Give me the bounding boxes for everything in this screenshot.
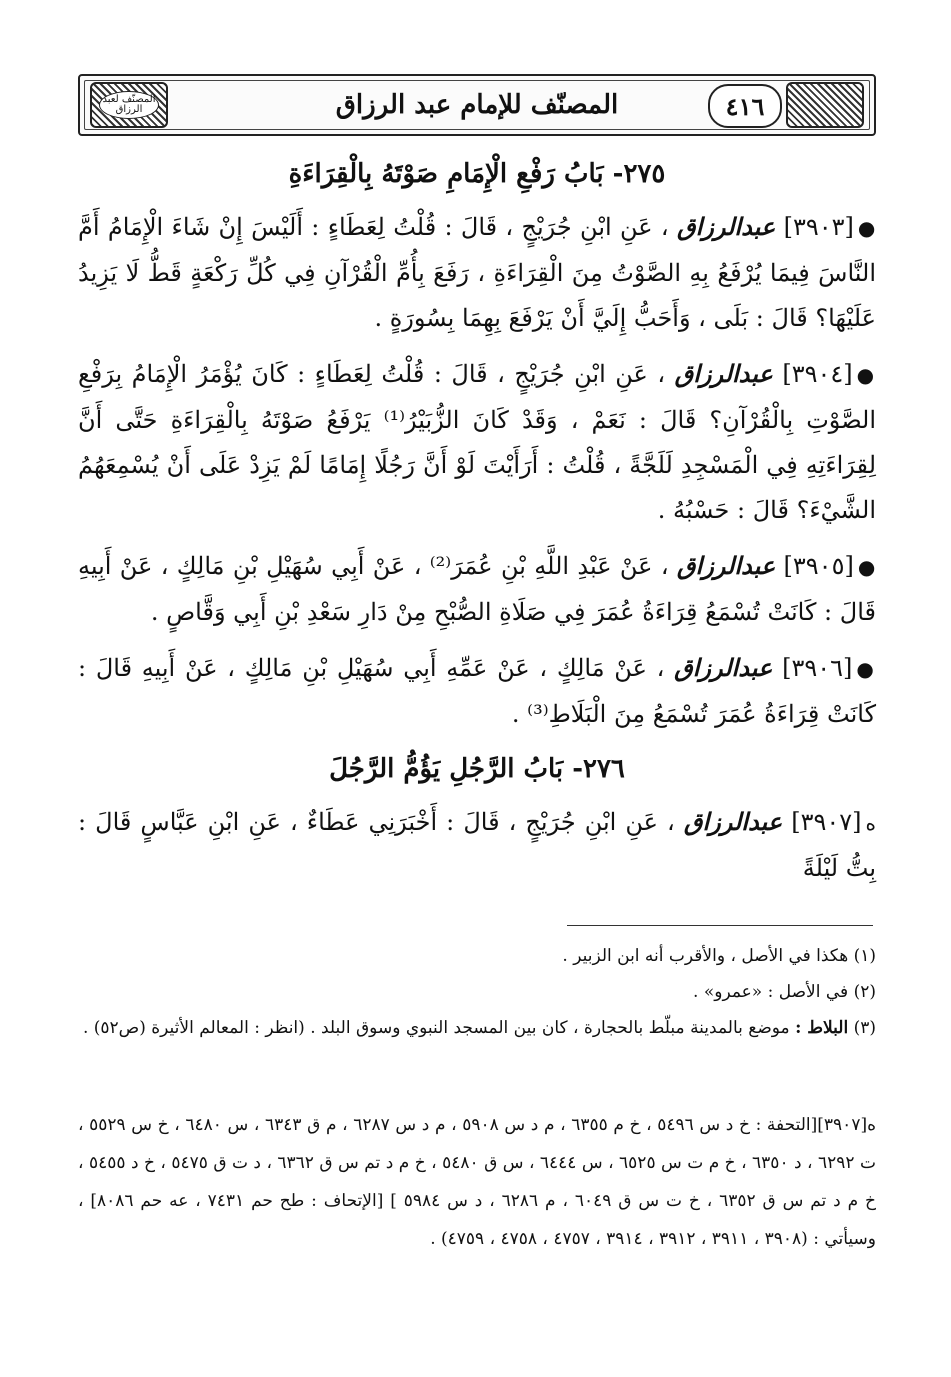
narrator: عبدالرزاق — [683, 807, 783, 836]
footnote-3 — [78, 1010, 876, 1046]
ornament-right — [786, 82, 864, 128]
circle-mark-icon: ه — [867, 1115, 877, 1135]
reference-text: [التحفة : خ د س ٥٤٩٦ ، خ م ٦٣٥٥ ، م د س ٥٩٠٨ ، م د س ٦٢٨٧ ، م ق ٦٣٤٣ ، س ٦٤٨٠ ، خ س ٥٥٢٩ ، ت ٦٢٩٢ ، د ٦٣٥٠ ، خ م ت س ٦٥٢٥ ، س ٦٤٤٤ ، س ق ٥٤٨٠ ، خ م د تم س ق ٦٣٦٢ ، د ت ق ٥٤٧٥ ، خ د ٥٤٥٥ ، خ م د تم س ق ٦٣٥٢ ، خ ت س ق ٦٠٤٩ ، م ٦٢٨٦ ، د س ٥٩٨٤ ] [الإتحاف : طح حم ٧٤٣١ ، عه حم ٨٠٨٦] ، وسيأتي : (٣٩٠٨ ، ٣٩١١ ، ٣٩١٢ ، ٣٩١٤ ، ٤٧٥٧ ، ٤٧٥٨ ، ٤٧٥٩) . — [78, 1115, 876, 1249]
chapter-title-275: ٢٧٥- بَابُ رَفْعِ الْإِمَامِ صَوْتَهُ بِالْقِرَاءَةِ — [288, 159, 666, 189]
hadith-3903 — [78, 204, 876, 341]
footnote-text: في الأصل : «عمرو» . — [693, 982, 849, 1002]
hadith-text: ، عَنْ عَبْدِ اللَّهِ بْنِ عُمَرَ⁽²⁾ ، عَنْ أَبِي سُهَيْلِ بْنِ مَالِكٍ ، عَنْ أَبِيهِ قَالَ : كَانَتْ تُسْمَعُ قِرَاءَةُ عُمَرَ فِي صَلَاةِ الصُّبْحِ مِنْ دَارِ سَعْدِ بْنِ أَبِي وَقَّاصٍ . — [78, 552, 876, 626]
page-number: ٤١٦ — [708, 84, 782, 128]
chapter-title-276: ٢٧٦- بَابُ الرَّجُلِ يَؤُمُّ الرَّجُلَ — [329, 754, 625, 784]
hadith-text: ، عَنِ ابْنِ جُرَيْجٍ ، قَالَ : قُلْتُ لِعَطَاءٍ : أَلَيْسَ إِنْ شَاءَ الْإِمَامُ أَمَّ النَّاسَ فِيمَا يُرْفَعُ بِهِ الصَّوْتُ مِنَ الْقِرَاءَةِ ، رَفَعَ بِأُمِّ الْقُرْآنِ فِي كُلِّ رَكْعَةٍ قَطُّ لَا يَزِيدُ عَلَيْهَا؟ قَالَ : بَلَى ، وَأَحَبُّ إِلَيَّ أَنْ يَرْفَعَ بِهِمَا بِسُورَةٍ . — [78, 213, 876, 332]
reference-number: [٣٩٠٧] — [817, 1115, 868, 1135]
hadith-number: [٣٩٠٦] — [782, 654, 853, 682]
circle-mark-icon: ه — [865, 811, 876, 835]
narrator: عبدالرزاق — [674, 653, 773, 682]
main-text — [78, 152, 876, 901]
hadith-text: ، عَنِ ابْنِ جُرَيْجٍ ، قَالَ : قُلْتُ لِعَطَاءٍ : كَانَ يُؤْمَرُ الْإِمَامُ بِرَفْعِ الصَّوْتِ بِالْقُرْآنِ؟ قَالَ : نَعَمْ ، وَقَدْ كَانَ الزُّبَيْرُ⁽¹⁾ يَرْفَعُ صَوْتَهُ بِالْقِرَاءَةِ حَتَّى أَنَّ لِقِرَاءَتِهِ فِي الْمَسْجِدِ لَلَجَّةً ، قُلْتُ : أَرَأَيْتَ لَوْ أَنَّ رَجُلًا إِمَامًا لَمْ يَزِدْ عَلَى أَنْ يُسْمِعَهُمُ الشَّيْءَ؟ قَالَ : حَسْبُهُ . — [78, 360, 877, 524]
bullet-icon: ● — [856, 657, 876, 681]
footnote-divider — [567, 925, 873, 926]
hadith-text: ، عَنِ ابْنِ جُرَيْجٍ ، قَالَ : أَخْبَرَنِي عَطَاءٌ ، عَنِ ابْنِ عَبَّاسٍ قَالَ : بِتُّ لَيْلَةً — [78, 808, 876, 882]
bullet-icon: ● — [857, 555, 876, 579]
hadith-number: [٣٩٠٤] — [782, 360, 853, 388]
hadith-3907 — [78, 799, 876, 891]
page-header — [78, 74, 876, 136]
hadith-number: [٣٩٠٧] — [791, 808, 862, 836]
footnote-text: هكذا في الأصل ، والأقرب أنه ابن الزبير . — [562, 946, 849, 966]
footnote-1 — [78, 938, 876, 974]
bullet-icon: ● — [856, 363, 876, 387]
footnote-2 — [78, 974, 876, 1010]
footnote-label: (٣) — [853, 1018, 876, 1038]
hadith-text: ، عَنْ مَالِكٍ ، عَنْ عَمِّهِ أَبِي سُهَيْلِ بْنِ مَالِكٍ ، عَنْ أَبِيهِ قَالَ : كَانَتْ قِرَاءَةُ عُمَرَ تُسْمَعُ مِنَ الْبَلَاطِ⁽³⁾ . — [78, 654, 876, 728]
footnotes — [78, 938, 876, 1046]
hadith-number: [٣٩٠٥] — [783, 552, 854, 580]
ornament-seal-left — [90, 82, 168, 128]
hadith-number: [٣٩٠٣] — [783, 213, 854, 241]
narrator: عبدالرزاق — [676, 212, 776, 241]
takhrij-references — [78, 1106, 876, 1258]
footnote-text: موضع بالمدينة مبلّط بالحجارة ، كان بين المسجد النبوي وسوق البلد . (انظر : المعالم الأثيرة (ص٥٢) . — [82, 1018, 790, 1038]
footnote-label: (١) — [853, 946, 876, 966]
hadith-3904 — [78, 351, 876, 533]
narrator: عبدالرزاق — [676, 551, 776, 580]
logo-seal: المصنّف لعبد الرزاق — [99, 91, 159, 119]
bullet-icon: ● — [857, 216, 877, 240]
running-title: المصنّف للإمام عبد الرزاق — [335, 90, 619, 120]
footnote-label: (٢) — [853, 982, 876, 1002]
hadith-3906 — [78, 645, 876, 737]
footnote-term: البلاط : — [795, 1018, 849, 1038]
narrator: عبدالرزاق — [674, 359, 773, 388]
hadith-3905 — [78, 543, 876, 635]
